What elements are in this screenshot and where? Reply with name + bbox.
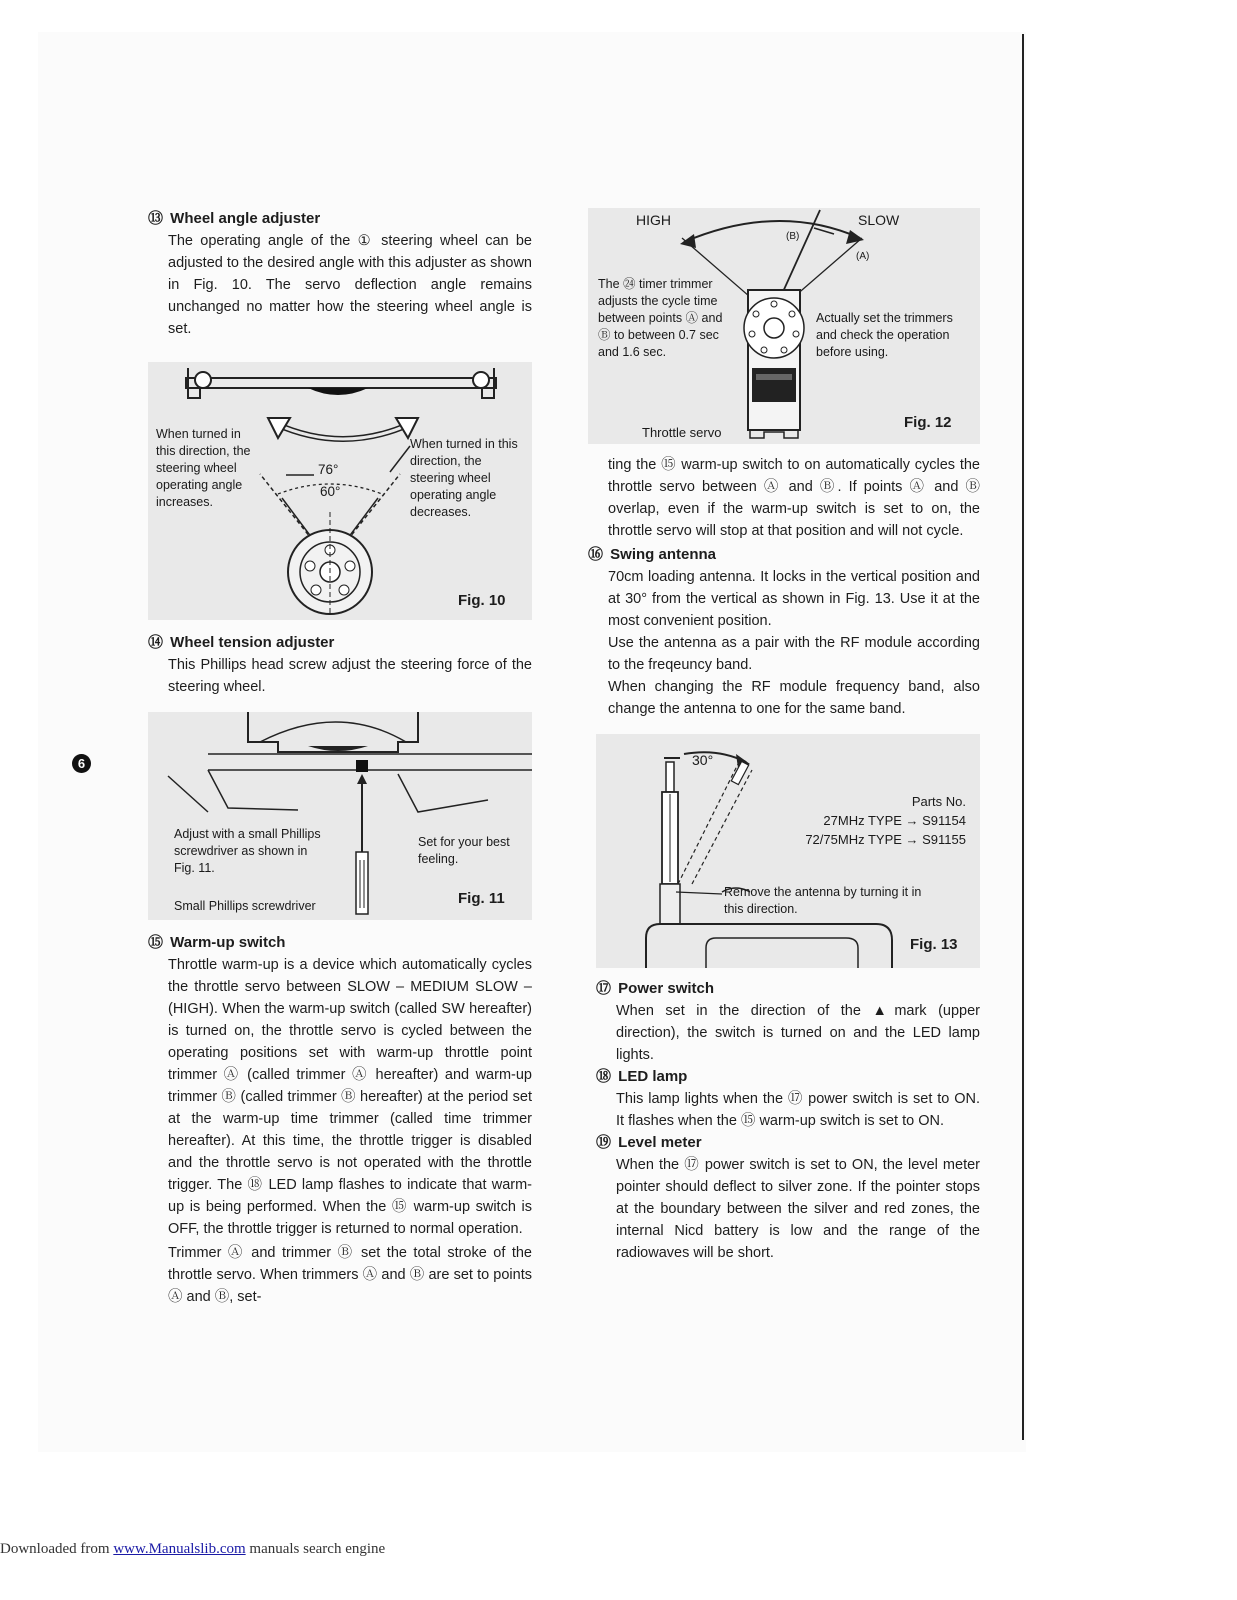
fig12-high-label: HIGH: [636, 212, 671, 228]
antenna-diagram: [596, 734, 980, 968]
section-19-heading: ⑲ Level meter: [596, 1134, 702, 1151]
section-13-body: The operating angle of the ① steering wheel can be adjusted to the desired angle with this adjuster as shown in Fig. 10. The servo deflection angle remains unchanged no matter how the steering wheel angle is set.: [168, 233, 532, 337]
section-18-heading: ⑱ LED lamp: [596, 1068, 688, 1085]
figure-11: [148, 712, 532, 920]
right-column: [588, 208, 980, 1264]
fig13-caption: Fig. 13: [910, 936, 958, 953]
section-15-continued: ting the ⑮ warm-up switch to on automatically cycles the throttle servo between Ⓐ and Ⓑ. If points Ⓐ and Ⓑ overlap, even if the warm-up switch is set to on, the throttle servo will stop at that position and will not cycle.: [608, 457, 980, 539]
fig12-servo-label: Throttle servo: [642, 425, 722, 440]
fig12-left-label: The ㉔ timer trimmer adjusts the cycle time between points Ⓐ and Ⓑ to between 0.7 sec and 1.6 sec.: [598, 277, 723, 359]
download-footer: Downloaded from www.Manualslib.com manuals search engine: [0, 1541, 386, 1557]
fig11-adjust-label: Adjust with a small Phillips screwdriver as shown in Fig. 11.: [174, 827, 321, 875]
fig12-right-label: Actually set the trimmers and check the operation before using.: [816, 311, 953, 359]
page-edge-line: [1022, 34, 1024, 1440]
section-16-para-3: When changing the RF module frequency band, also change the antenna to one for the same band.: [608, 679, 980, 717]
section-17-heading: ⑰ Power switch: [596, 980, 715, 997]
section-13-heading: ⑬ Wheel angle adjuster: [148, 210, 321, 227]
section-14-heading: ⑭ Wheel tension adjuster: [148, 634, 335, 651]
fig13-parts-27mhz: 27MHz TYPE → S91154: [823, 813, 966, 828]
fig11-tool-label: Small Phillips screwdriver: [174, 899, 316, 913]
fig12-point-a: (A): [856, 251, 870, 262]
fig10-angle-76: 76°: [318, 462, 339, 477]
fig10-angle-60: 60°: [320, 484, 341, 499]
fig13-angle-label: 30°: [692, 752, 714, 768]
fig11-caption: Fig. 11: [458, 890, 505, 907]
section-15-body: Throttle warm-up is a device which automatically cycles the throttle servo between SLOW – MEDIUM SLOW – (HIGH). When the warm-up switch (called SW hereafter) is turned on, the throttle servo is cycled between the operating positions set with warm-up throttle point trimmer Ⓐ (called trimmer Ⓐ hereafter) and warm-up trimmer Ⓑ (called trimmer Ⓑ hereafter) at the period set at the warm-up time trimmer (called time trimmer hereafter). At this time, the throttle trigger is disabled and the throttle servo is not operated with the throttle trigger. The ⑱ LED lamp flashes to indicate that warm-up is being performed. When the ⑮ warm-up switch is OFF, the throttle trigger is returned to normal operation.: [168, 957, 532, 1237]
section-18-body: This lamp lights when the ⑰ power switch is set to ON. It flashes when the ⑮ warm-up switch is set to ON.: [616, 1091, 980, 1129]
fig13-parts-title: Parts No.: [911, 794, 966, 809]
section-14-body: This Phillips head screw adjust the steering force of the steering wheel.: [168, 657, 532, 695]
fig12-slow-label: SLOW: [858, 212, 900, 228]
fig10-caption: Fig. 10: [458, 592, 506, 609]
figure-12: [588, 208, 980, 444]
fig12-caption: Fig. 12: [904, 414, 952, 431]
section-19-body: When the ⑰ power switch is set to ON, the level meter pointer should deflect to silver zone. If the pointer stops at the boundary between the silver and red zones, the internal Nicd battery is low and the range of the radiowaves will be short.: [616, 1157, 980, 1261]
fig12-point-b: (B): [786, 231, 800, 242]
section-17-body: When set in the direction of the ▲mark (upper direction), the switch is turned on and the LED lamp lights.: [616, 1003, 980, 1063]
section-16-para-2: Use the antenna as a pair with the RF module according to the freqeuncy band.: [608, 635, 980, 673]
left-column: [148, 208, 532, 1308]
tension-adjuster-diagram: [148, 712, 532, 920]
fig11-set-label: Set for your best feeling.: [418, 835, 510, 866]
section-15-heading: ⑮ Warm-up switch: [148, 934, 286, 951]
fig10-left-label: When turned in this direction, the steering wheel operating angle increases.: [156, 427, 251, 509]
page-number: 6: [72, 754, 91, 773]
manualslib-link[interactable]: www.Manualslib.com: [113, 1541, 246, 1557]
fig10-right-label: When turned in this direction, the steering wheel operating angle decreases.: [410, 437, 518, 519]
section-16-heading: ⑯ Swing antenna: [588, 546, 717, 563]
figure-13: [596, 734, 980, 968]
section-15-body-2: Trimmer Ⓐ and trimmer Ⓑ set the total stroke of the throttle servo. When trimmers Ⓐ and Ⓑ are set to points Ⓐ and Ⓑ, set-: [168, 1245, 532, 1305]
fig13-remove-label: Remove the antenna by turning it in this direction.: [724, 885, 922, 916]
section-16-para-1: 70cm loading antenna. It locks in the vertical position and at 30° from the vertical as shown in Fig. 13. Use it at the most convenient position.: [608, 569, 980, 629]
figure-10: [148, 362, 532, 620]
fig13-parts-72mhz: 72/75MHz TYPE → S91155: [805, 832, 966, 847]
